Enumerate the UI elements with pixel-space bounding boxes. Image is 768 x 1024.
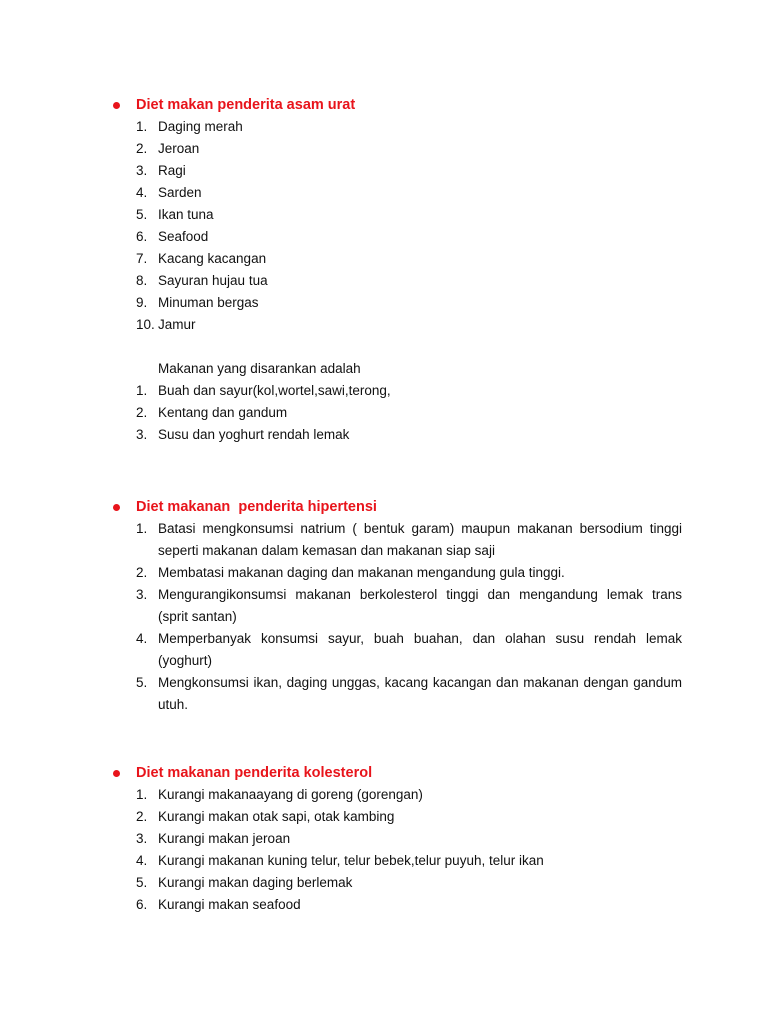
bullet-icon <box>113 504 120 511</box>
list-item: 3. Kurangi makan jeroan <box>136 831 291 846</box>
list-item: 2. Jeroan <box>136 141 200 156</box>
list-item: 6. Kurangi makan seafood <box>136 897 301 912</box>
hipertensi-list <box>110 518 682 716</box>
section-title: Diet makanan penderita hipertensi <box>136 499 377 515</box>
list-item: 2. Kurangi makan otak sapi, otak kambing <box>136 809 395 824</box>
list-item: 4. Sarden <box>136 185 202 200</box>
list-item: 5. Ikan tuna <box>136 207 214 222</box>
list-item: 5. Mengkonsumsi ikan, daging unggas, kacang kacangan dan makanan dengan gandum utuh. <box>136 675 682 712</box>
list-item: 3. Ragi <box>136 163 186 178</box>
list-item: 4. Memperbanyak konsumsi sayur, buah buahan, dan olahan susu rendah lemak (yoghurt) <box>136 631 682 668</box>
kolesterol-list <box>110 784 682 916</box>
section-asam-urat <box>110 94 682 446</box>
section-kolesterol <box>110 762 682 916</box>
section-hipertensi <box>110 496 682 716</box>
bullet-icon <box>113 770 120 777</box>
recommended-title: Makanan yang disarankan adalah <box>158 361 361 376</box>
list-item: 5. Kurangi makan daging berlemak <box>136 875 353 890</box>
list-item: 10. Jamur <box>136 317 196 332</box>
avoid-food-list <box>110 116 682 336</box>
list-item: 6. Seafood <box>136 229 209 244</box>
list-item: 3. Susu dan yoghurt rendah lemak <box>136 427 350 442</box>
list-item: 1. Daging merah <box>136 119 243 134</box>
list-item: 1. Kurangi makanaayang di goreng (gorengan) <box>136 787 423 802</box>
list-item: 2. Kentang dan gandum <box>136 405 288 420</box>
list-item: 3. Mengurangikonsumsi makanan berkolesterol tinggi dan mengandung lemak trans (sprit santan) <box>136 587 682 624</box>
list-item: 8. Sayuran hujau tua <box>136 273 268 288</box>
list-item: 2. Membatasi makanan daging dan makanan mengandung gula tinggi. <box>136 565 565 580</box>
section-heading <box>110 496 682 518</box>
list-item: 9. Minuman bergas <box>136 295 259 310</box>
section-heading <box>110 762 682 784</box>
section-title: Diet makanan penderita kolesterol <box>136 765 373 781</box>
section-title: Diet makan penderita asam urat <box>136 97 356 113</box>
section-heading <box>110 94 682 116</box>
list-item: 1. Buah dan sayur(kol,wortel,sawi,terong, <box>136 383 391 398</box>
list-item: 1. Batasi mengkonsumsi natrium ( bentuk garam) maupun makanan bersodium tinggi seperti makanan dalam kemasan dan makanan siap saji <box>136 521 682 558</box>
recommended-food-list <box>110 380 682 446</box>
bullet-icon <box>113 102 120 109</box>
list-item: 7. Kacang kacangan <box>136 251 267 266</box>
list-item: 4. Kurangi makanan kuning telur, telur bebek,telur puyuh, telur ikan <box>136 853 544 868</box>
